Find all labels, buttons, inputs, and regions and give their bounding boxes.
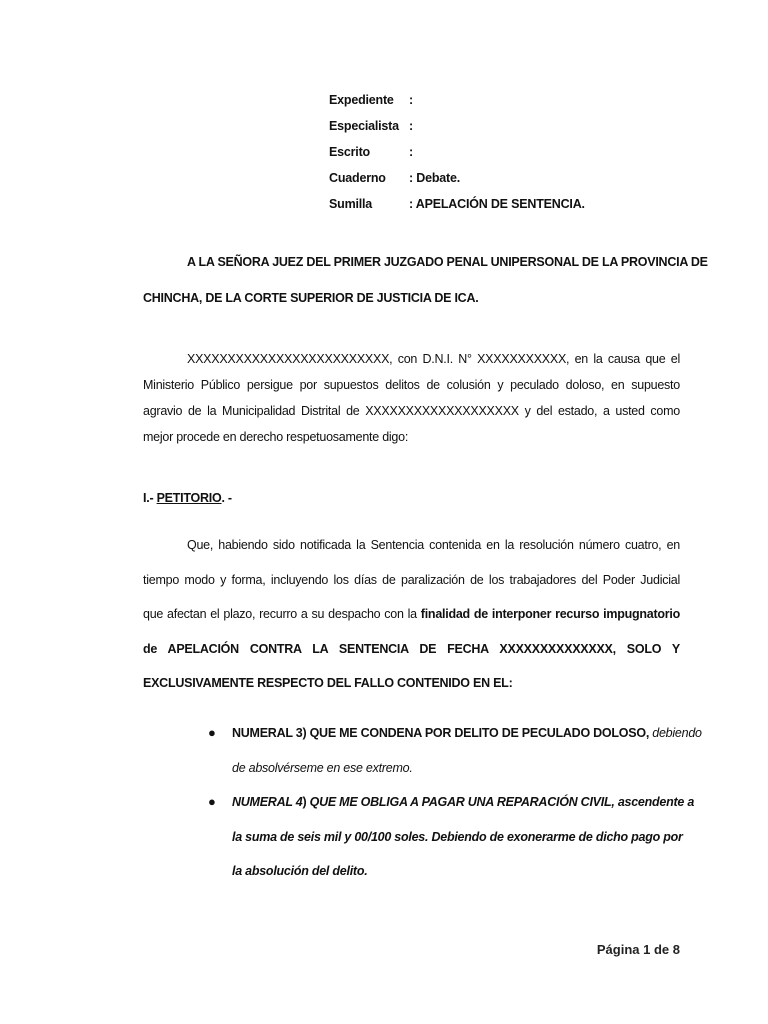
page-current: 1 [643, 942, 651, 957]
list-item-line [232, 721, 702, 756]
header-row-especialista [329, 116, 585, 142]
header-label: Escrito [329, 145, 370, 159]
header-label: Cuaderno [329, 171, 386, 185]
paragraph-line: XXXXXXXXXXXXXXXXXXXXXXXXX, con D.N.I. N° XXXXXXXXXXX, en la causa que el [187, 352, 680, 366]
page-label: Página [596, 942, 640, 957]
list-item-text: debiendo [652, 726, 702, 740]
header-row-sumilla [329, 194, 585, 220]
section-title: PETITORIO [156, 491, 222, 505]
paragraph-line: agravio de la Municipalidad Distrital de XXXXXXXXXXXXXXXXXXX y del estado, a usted como [143, 404, 680, 418]
header-label: Especialista [329, 119, 399, 133]
list-item-text: NUMERAL 4 [232, 795, 303, 809]
list-item [208, 721, 702, 790]
list-item [208, 790, 695, 894]
addressee-line: A LA SEÑORA JUEZ DEL PRIMER JUZGADO PENAL UNIPERSONAL DE LA PROVINCIA DE [187, 255, 708, 269]
page-total: 8 [672, 942, 680, 957]
header-row-escrito [329, 142, 585, 168]
paragraph-line [143, 602, 680, 637]
header-value: : Debate. [409, 171, 460, 185]
page-number [597, 942, 680, 957]
paragraph-text: que afectan el plazo, recurro a su despacho con la [143, 607, 421, 621]
addressee-line: CHINCHA, DE LA CORTE SUPERIOR DE JUSTICIA DE ICA. [143, 291, 479, 305]
intro-paragraph [143, 347, 680, 451]
list-item-text: QUE ME OBLIGA A PAGAR UNA REPARACIÓN CIVIL, ascendente a [309, 795, 695, 809]
list-item-text: NUMERAL 3) QUE ME CONDENA POR DELITO DE PECULADO DOLOSO, [232, 726, 653, 740]
header-label: Expediente [329, 93, 394, 107]
petition-paragraph [143, 533, 680, 706]
list-item-text: ) [302, 795, 310, 809]
header-value: : [409, 119, 413, 133]
header-value: : APELACIÓN DE SENTENCIA. [409, 197, 585, 211]
header-value: : [409, 145, 413, 159]
header-value: : [409, 93, 413, 107]
paragraph-line: Que, habiendo sido notificada la Sentencia contenida en la resolución número cuatro, en [187, 538, 680, 552]
bullet-icon: ● [208, 725, 216, 740]
paragraph-line: de APELACIÓN CONTRA LA SENTENCIA DE FECHA XXXXXXXXXXXXXX, SOLO Y [143, 641, 680, 656]
list-item-line: la absolución del delito. [232, 864, 368, 878]
addressee [143, 250, 708, 322]
paragraph-line: EXCLUSIVAMENTE RESPECTO DEL FALLO CONTENIDO EN EL: [143, 676, 513, 690]
header-label: Sumilla [329, 197, 373, 211]
paragraph-text-emphasis: finalidad de interponer recurso impugnatorio [420, 607, 680, 621]
list-item-line [232, 790, 695, 825]
section-prefix: I.- [143, 491, 157, 505]
list-item-line: de absolvérseme en ese extremo. [232, 760, 413, 775]
numeral-list [208, 721, 702, 894]
case-header [329, 90, 585, 220]
header-row-cuaderno [329, 168, 585, 194]
header-row-expediente [329, 90, 585, 116]
paragraph-line: Ministerio Público persigue por supuestos delitos de colusión y peculado doloso, en supuesto [143, 378, 680, 392]
bullet-icon: ● [208, 794, 216, 809]
paragraph-line: tiempo modo y forma, incluyendo los días de paralización de los trabajadores del Poder Judicial [143, 572, 680, 587]
section-heading [143, 486, 680, 510]
list-item-line: la suma de seis mil y 00/100 soles. Debiendo de exonerarme de dicho pago por [232, 829, 683, 844]
section-suffix: . - [221, 491, 232, 505]
paragraph-line: mejor procede en derecho respetuosamente digo: [143, 430, 409, 444]
page-of-label: de [653, 942, 670, 957]
